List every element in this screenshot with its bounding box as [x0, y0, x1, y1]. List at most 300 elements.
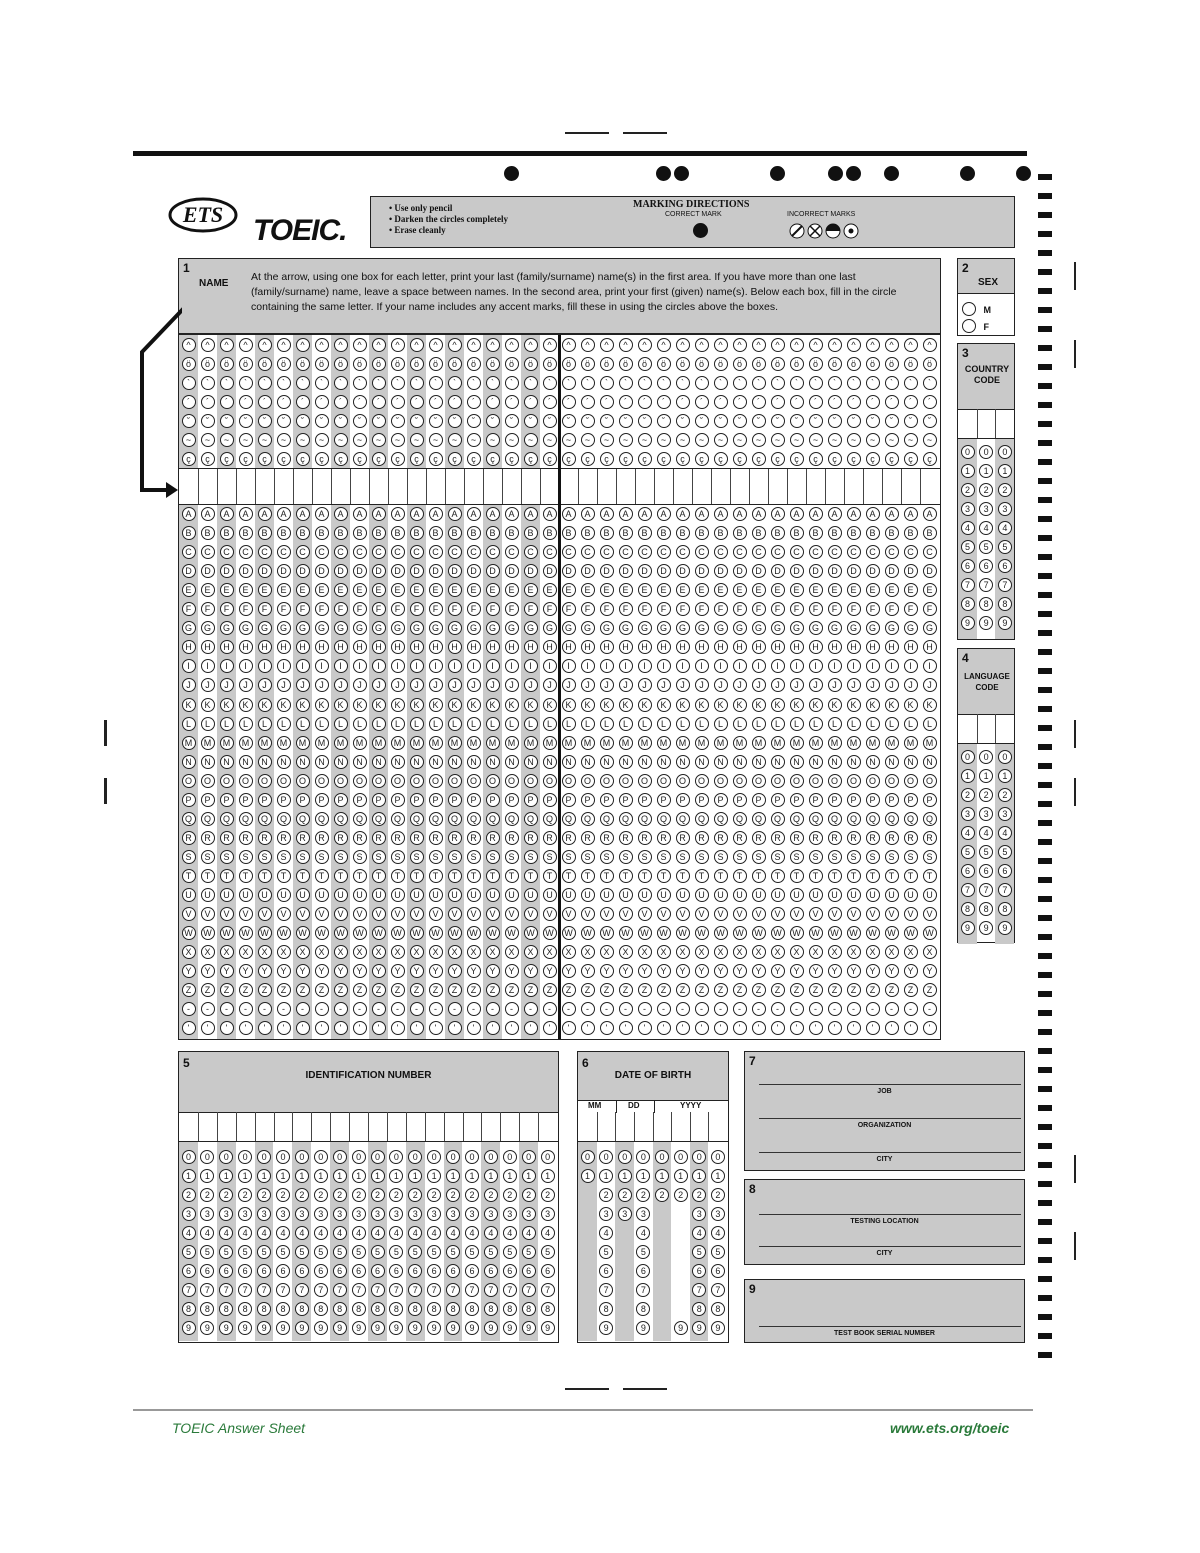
letter-bubble[interactable]: C [429, 545, 443, 559]
digit-bubble[interactable]: 7 [636, 1283, 650, 1297]
letter-bubble[interactable]: L [695, 717, 709, 731]
letter-bubble[interactable]: B [714, 526, 728, 540]
digit-bubble[interactable]: 0 [503, 1150, 517, 1164]
letter-bubble[interactable]: B [334, 526, 348, 540]
digit-bubble[interactable]: 2 [674, 1188, 688, 1202]
digit-bubble[interactable]: 8 [979, 597, 993, 611]
letter-bubble[interactable]: - [353, 1002, 367, 1016]
digit-bubble[interactable]: 0 [581, 1150, 595, 1164]
name-letter-box[interactable] [369, 469, 388, 504]
letter-bubble[interactable]: Y [828, 964, 842, 978]
letter-bubble[interactable]: L [201, 717, 215, 731]
letter-bubble[interactable]: - [581, 1002, 595, 1016]
letter-bubble[interactable]: C [505, 545, 519, 559]
accent-bubble[interactable]: ˘ [809, 414, 823, 428]
accent-bubble[interactable]: ö [733, 357, 747, 371]
letter-bubble[interactable]: G [638, 621, 652, 635]
digit-bubble[interactable]: 2 [503, 1188, 517, 1202]
letter-bubble[interactable]: A [277, 507, 291, 521]
letter-bubble[interactable]: N [182, 755, 196, 769]
letter-bubble[interactable]: F [676, 602, 690, 616]
accent-bubble[interactable]: ` [353, 376, 367, 390]
digit-bubble[interactable]: 2 [371, 1188, 385, 1202]
letter-bubble[interactable]: ' [600, 1021, 614, 1035]
accent-bubble[interactable]: ´ [657, 395, 671, 409]
digit-bubble[interactable]: 9 [182, 1321, 196, 1335]
letter-bubble[interactable]: D [714, 564, 728, 578]
letter-bubble[interactable]: S [866, 850, 880, 864]
letter-bubble[interactable]: R [448, 831, 462, 845]
letter-bubble[interactable]: K [486, 698, 500, 712]
letter-bubble[interactable]: X [695, 945, 709, 959]
letter-bubble[interactable]: L [448, 717, 462, 731]
letter-bubble[interactable]: - [296, 1002, 310, 1016]
letter-bubble[interactable]: N [676, 755, 690, 769]
letter-bubble[interactable]: Q [600, 812, 614, 826]
accent-bubble[interactable]: ´ [714, 395, 728, 409]
letter-bubble[interactable]: H [847, 640, 861, 654]
letter-bubble[interactable]: A [600, 507, 614, 521]
digit-bubble[interactable]: 1 [692, 1169, 706, 1183]
letter-bubble[interactable]: I [429, 659, 443, 673]
digit-bubble[interactable]: 4 [522, 1226, 536, 1240]
letter-bubble[interactable]: V [638, 907, 652, 921]
letter-bubble[interactable]: Z [258, 983, 272, 997]
accent-bubble[interactable]: ~ [296, 433, 310, 447]
letter-bubble[interactable]: Q [201, 812, 215, 826]
letter-bubble[interactable]: K [752, 698, 766, 712]
digit-bubble[interactable]: 2 [599, 1188, 613, 1202]
letter-bubble[interactable]: - [809, 1002, 823, 1016]
accent-bubble[interactable]: ^ [201, 338, 215, 352]
letter-bubble[interactable]: Y [410, 964, 424, 978]
letter-bubble[interactable]: G [676, 621, 690, 635]
digit-bubble[interactable]: 9 [979, 921, 993, 935]
digit-bubble[interactable]: 2 [219, 1188, 233, 1202]
digit-bubble[interactable]: 4 [692, 1226, 706, 1240]
accent-bubble[interactable]: ˘ [904, 414, 918, 428]
letter-bubble[interactable]: - [828, 1002, 842, 1016]
name-letter-box[interactable] [236, 469, 255, 504]
accent-bubble[interactable]: ˘ [695, 414, 709, 428]
digit-bubble[interactable]: 6 [711, 1264, 725, 1278]
letter-bubble[interactable]: Z [695, 983, 709, 997]
digit-bubble[interactable]: 6 [200, 1264, 214, 1278]
letter-bubble[interactable]: U [866, 888, 880, 902]
name-letter-box[interactable] [635, 469, 654, 504]
letter-bubble[interactable]: W [505, 926, 519, 940]
letter-bubble[interactable]: O [714, 774, 728, 788]
letter-bubble[interactable]: U [410, 888, 424, 902]
accent-bubble[interactable]: ç [904, 452, 918, 466]
letter-bubble[interactable]: P [676, 793, 690, 807]
digit-bubble[interactable]: 0 [636, 1150, 650, 1164]
letter-bubble[interactable]: G [866, 621, 880, 635]
accent-bubble[interactable]: ~ [695, 433, 709, 447]
accent-bubble[interactable]: ^ [752, 338, 766, 352]
letter-bubble[interactable]: S [429, 850, 443, 864]
letter-bubble[interactable]: H [657, 640, 671, 654]
letter-bubble[interactable]: - [619, 1002, 633, 1016]
accent-bubble[interactable]: ^ [695, 338, 709, 352]
letter-bubble[interactable]: - [220, 1002, 234, 1016]
letter-bubble[interactable]: T [847, 869, 861, 883]
letter-bubble[interactable]: O [733, 774, 747, 788]
letter-bubble[interactable]: A [220, 507, 234, 521]
letter-bubble[interactable]: W [486, 926, 500, 940]
digit-bubble[interactable]: 6 [998, 559, 1012, 573]
letter-bubble[interactable]: C [657, 545, 671, 559]
letter-bubble[interactable]: X [258, 945, 272, 959]
letter-bubble[interactable]: - [429, 1002, 443, 1016]
letter-bubble[interactable]: K [847, 698, 861, 712]
letter-bubble[interactable]: Z [524, 983, 538, 997]
letter-bubble[interactable]: J [258, 678, 272, 692]
digit-bubble[interactable]: 9 [541, 1321, 555, 1335]
letter-bubble[interactable]: I [372, 659, 386, 673]
letter-bubble[interactable]: A [334, 507, 348, 521]
letter-bubble[interactable]: C [904, 545, 918, 559]
letter-bubble[interactable]: M [467, 736, 481, 750]
letter-bubble[interactable]: V [353, 907, 367, 921]
digit-bubble[interactable]: 4 [961, 521, 975, 535]
letter-bubble[interactable]: E [809, 583, 823, 597]
letter-bubble[interactable]: L [714, 717, 728, 731]
letter-bubble[interactable]: T [543, 869, 557, 883]
letter-bubble[interactable]: W [885, 926, 899, 940]
letter-bubble[interactable]: Q [714, 812, 728, 826]
letter-bubble[interactable]: R [695, 831, 709, 845]
digit-bubble[interactable]: 0 [961, 445, 975, 459]
digit-bubble[interactable]: 3 [636, 1207, 650, 1221]
letter-bubble[interactable]: D [543, 564, 557, 578]
letter-bubble[interactable]: - [315, 1002, 329, 1016]
digit-bubble[interactable]: 3 [618, 1207, 632, 1221]
letter-bubble[interactable]: O [486, 774, 500, 788]
letter-bubble[interactable]: B [733, 526, 747, 540]
letter-bubble[interactable]: N [315, 755, 329, 769]
letter-bubble[interactable]: Y [467, 964, 481, 978]
letter-bubble[interactable]: D [486, 564, 500, 578]
accent-bubble[interactable]: ö [714, 357, 728, 371]
letter-bubble[interactable]: A [866, 507, 880, 521]
letter-bubble[interactable]: ' [486, 1021, 500, 1035]
digit-bubble[interactable]: 1 [998, 769, 1012, 783]
accent-bubble[interactable]: ^ [562, 338, 576, 352]
id-box[interactable] [500, 1112, 519, 1141]
letter-bubble[interactable]: X [600, 945, 614, 959]
accent-bubble[interactable]: ö [486, 357, 500, 371]
letter-bubble[interactable]: Q [429, 812, 443, 826]
letter-bubble[interactable]: Z [562, 983, 576, 997]
letter-bubble[interactable]: F [790, 602, 804, 616]
letter-bubble[interactable]: Y [733, 964, 747, 978]
letter-bubble[interactable]: I [315, 659, 329, 673]
digit-bubble[interactable]: 2 [389, 1188, 403, 1202]
letter-bubble[interactable]: X [429, 945, 443, 959]
letter-bubble[interactable]: ' [752, 1021, 766, 1035]
letter-bubble[interactable]: U [220, 888, 234, 902]
digit-bubble[interactable]: 6 [484, 1264, 498, 1278]
digit-bubble[interactable]: 4 [465, 1226, 479, 1240]
digit-bubble[interactable]: 3 [692, 1207, 706, 1221]
digit-bubble[interactable]: 6 [522, 1264, 536, 1278]
accent-bubble[interactable]: ~ [904, 433, 918, 447]
letter-bubble[interactable]: Q [771, 812, 785, 826]
digit-bubble[interactable]: 6 [503, 1264, 517, 1278]
letter-bubble[interactable]: - [638, 1002, 652, 1016]
letter-bubble[interactable]: D [923, 564, 937, 578]
accent-bubble[interactable]: ´ [847, 395, 861, 409]
dob-box[interactable] [578, 1112, 597, 1141]
digit-bubble[interactable]: 1 [599, 1169, 613, 1183]
digit-bubble[interactable]: 5 [446, 1245, 460, 1259]
accent-bubble[interactable]: ^ [866, 338, 880, 352]
name-letter-box[interactable] [350, 469, 369, 504]
letter-bubble[interactable]: E [619, 583, 633, 597]
letter-bubble[interactable]: L [239, 717, 253, 731]
letter-bubble[interactable]: K [372, 698, 386, 712]
letter-bubble[interactable]: U [619, 888, 633, 902]
letter-bubble[interactable]: T [866, 869, 880, 883]
letter-bubble[interactable]: A [391, 507, 405, 521]
letter-bubble[interactable]: P [847, 793, 861, 807]
digit-bubble[interactable]: 6 [238, 1264, 252, 1278]
letter-bubble[interactable]: B [809, 526, 823, 540]
digit-bubble[interactable]: 0 [389, 1150, 403, 1164]
letter-bubble[interactable]: E [657, 583, 671, 597]
letter-bubble[interactable]: G [733, 621, 747, 635]
name-letter-box[interactable] [597, 469, 616, 504]
letter-bubble[interactable]: R [334, 831, 348, 845]
letter-bubble[interactable]: J [752, 678, 766, 692]
letter-bubble[interactable]: M [220, 736, 234, 750]
letter-bubble[interactable]: T [733, 869, 747, 883]
accent-bubble[interactable]: ^ [448, 338, 462, 352]
accent-bubble[interactable]: ö [695, 357, 709, 371]
accent-bubble[interactable]: ˘ [885, 414, 899, 428]
accent-bubble[interactable]: ˘ [201, 414, 215, 428]
accent-bubble[interactable]: ö [258, 357, 272, 371]
letter-bubble[interactable]: M [885, 736, 899, 750]
digit-bubble[interactable]: 6 [692, 1264, 706, 1278]
id-box[interactable] [217, 1112, 236, 1141]
letter-bubble[interactable]: B [866, 526, 880, 540]
letter-bubble[interactable]: P [866, 793, 880, 807]
letter-bubble[interactable]: I [771, 659, 785, 673]
letter-bubble[interactable]: T [695, 869, 709, 883]
accent-bubble[interactable]: ^ [847, 338, 861, 352]
letter-bubble[interactable]: O [239, 774, 253, 788]
letter-bubble[interactable]: I [885, 659, 899, 673]
letter-bubble[interactable]: M [334, 736, 348, 750]
letter-bubble[interactable]: W [410, 926, 424, 940]
digit-bubble[interactable]: 7 [276, 1283, 290, 1297]
letter-bubble[interactable]: J [182, 678, 196, 692]
letter-bubble[interactable]: F [410, 602, 424, 616]
digit-bubble[interactable]: 7 [200, 1283, 214, 1297]
letter-bubble[interactable]: P [752, 793, 766, 807]
letter-bubble[interactable]: H [676, 640, 690, 654]
letter-bubble[interactable]: H [258, 640, 272, 654]
letter-bubble[interactable]: W [600, 926, 614, 940]
digit-bubble[interactable]: 2 [979, 788, 993, 802]
letter-bubble[interactable]: ' [448, 1021, 462, 1035]
letter-bubble[interactable]: O [372, 774, 386, 788]
letter-bubble[interactable]: U [448, 888, 462, 902]
letter-bubble[interactable]: - [410, 1002, 424, 1016]
letter-bubble[interactable]: M [486, 736, 500, 750]
digit-bubble[interactable]: 6 [427, 1264, 441, 1278]
accent-bubble[interactable]: ç [239, 452, 253, 466]
accent-bubble[interactable]: ~ [828, 433, 842, 447]
accent-bubble[interactable]: ˘ [353, 414, 367, 428]
digit-bubble[interactable]: 8 [599, 1302, 613, 1316]
id-box[interactable] [538, 1112, 557, 1141]
letter-bubble[interactable]: T [809, 869, 823, 883]
letter-bubble[interactable]: G [562, 621, 576, 635]
letter-bubble[interactable]: V [752, 907, 766, 921]
letter-bubble[interactable]: Z [600, 983, 614, 997]
letter-bubble[interactable]: P [467, 793, 481, 807]
letter-bubble[interactable]: M [543, 736, 557, 750]
letter-bubble[interactable]: R [714, 831, 728, 845]
sex-option-m[interactable] [962, 300, 991, 318]
letter-bubble[interactable]: Q [353, 812, 367, 826]
accent-bubble[interactable]: ˘ [467, 414, 481, 428]
accent-bubble[interactable]: ` [239, 376, 253, 390]
digit-bubble[interactable]: 8 [408, 1302, 422, 1316]
letter-bubble[interactable]: W [733, 926, 747, 940]
letter-bubble[interactable]: R [353, 831, 367, 845]
digit-bubble[interactable]: 5 [389, 1245, 403, 1259]
letter-bubble[interactable]: N [600, 755, 614, 769]
letter-bubble[interactable]: Q [790, 812, 804, 826]
accent-bubble[interactable]: ˘ [866, 414, 880, 428]
accent-bubble[interactable]: ~ [562, 433, 576, 447]
letter-bubble[interactable]: A [828, 507, 842, 521]
accent-bubble[interactable]: ~ [752, 433, 766, 447]
letter-bubble[interactable]: P [277, 793, 291, 807]
letter-bubble[interactable]: - [239, 1002, 253, 1016]
digit-bubble[interactable]: 3 [446, 1207, 460, 1221]
letter-bubble[interactable]: F [733, 602, 747, 616]
letter-bubble[interactable]: S [790, 850, 804, 864]
letter-bubble[interactable]: L [372, 717, 386, 731]
digit-bubble[interactable]: 2 [961, 788, 975, 802]
letter-bubble[interactable]: C [315, 545, 329, 559]
accent-bubble[interactable]: ö [505, 357, 519, 371]
digit-bubble[interactable]: 3 [257, 1207, 271, 1221]
letter-bubble[interactable]: E [429, 583, 443, 597]
letter-bubble[interactable]: Y [372, 964, 386, 978]
digit-bubble[interactable]: 3 [541, 1207, 555, 1221]
letter-bubble[interactable]: K [657, 698, 671, 712]
letter-bubble[interactable]: V [258, 907, 272, 921]
letter-bubble[interactable]: F [885, 602, 899, 616]
digit-bubble[interactable]: 6 [182, 1264, 196, 1278]
letter-bubble[interactable]: S [505, 850, 519, 864]
letter-bubble[interactable]: M [429, 736, 443, 750]
letter-bubble[interactable]: G [467, 621, 481, 635]
letter-bubble[interactable]: J [904, 678, 918, 692]
accent-bubble[interactable]: ˘ [277, 414, 291, 428]
letter-bubble[interactable]: X [277, 945, 291, 959]
letter-bubble[interactable]: K [828, 698, 842, 712]
letter-bubble[interactable]: V [866, 907, 880, 921]
letter-bubble[interactable]: U [505, 888, 519, 902]
letter-bubble[interactable]: K [334, 698, 348, 712]
letter-bubble[interactable]: J [467, 678, 481, 692]
digit-bubble[interactable]: 1 [998, 464, 1012, 478]
letter-bubble[interactable]: E [296, 583, 310, 597]
letter-bubble[interactable]: X [353, 945, 367, 959]
letter-bubble[interactable]: E [714, 583, 728, 597]
letter-bubble[interactable]: X [733, 945, 747, 959]
letter-bubble[interactable]: P [410, 793, 424, 807]
letter-bubble[interactable]: ' [657, 1021, 671, 1035]
letter-bubble[interactable]: W [638, 926, 652, 940]
letter-bubble[interactable]: H [752, 640, 766, 654]
accent-bubble[interactable]: ` [467, 376, 481, 390]
digit-bubble[interactable]: 9 [998, 921, 1012, 935]
letter-bubble[interactable]: E [467, 583, 481, 597]
accent-bubble[interactable]: ´ [866, 395, 880, 409]
letter-bubble[interactable]: H [220, 640, 234, 654]
accent-bubble[interactable]: ` [334, 376, 348, 390]
letter-bubble[interactable]: P [391, 793, 405, 807]
digit-bubble[interactable]: 4 [276, 1226, 290, 1240]
digit-bubble[interactable]: 7 [352, 1283, 366, 1297]
letter-bubble[interactable]: D [619, 564, 633, 578]
letter-bubble[interactable]: S [296, 850, 310, 864]
letter-bubble[interactable]: O [847, 774, 861, 788]
accent-bubble[interactable]: ç [391, 452, 405, 466]
letter-bubble[interactable]: W [619, 926, 633, 940]
letter-bubble[interactable]: V [771, 907, 785, 921]
letter-bubble[interactable]: T [771, 869, 785, 883]
accent-bubble[interactable]: ~ [543, 433, 557, 447]
letter-bubble[interactable]: L [923, 717, 937, 731]
letter-bubble[interactable]: W [657, 926, 671, 940]
digit-bubble[interactable]: 1 [219, 1169, 233, 1183]
letter-bubble[interactable]: Y [505, 964, 519, 978]
letter-bubble[interactable]: Z [201, 983, 215, 997]
id-box[interactable] [255, 1112, 274, 1141]
letter-bubble[interactable]: L [771, 717, 785, 731]
letter-bubble[interactable]: Q [562, 812, 576, 826]
letter-bubble[interactable]: O [790, 774, 804, 788]
letter-bubble[interactable]: L [429, 717, 443, 731]
letter-bubble[interactable]: N [334, 755, 348, 769]
letter-bubble[interactable]: S [315, 850, 329, 864]
letter-bubble[interactable]: L [733, 717, 747, 731]
letter-bubble[interactable]: U [467, 888, 481, 902]
letter-bubble[interactable]: S [334, 850, 348, 864]
letter-bubble[interactable]: A [771, 507, 785, 521]
letter-bubble[interactable]: O [657, 774, 671, 788]
letter-bubble[interactable]: H [695, 640, 709, 654]
letter-bubble[interactable]: L [752, 717, 766, 731]
letter-bubble[interactable]: ' [695, 1021, 709, 1035]
digit-bubble[interactable]: 5 [522, 1245, 536, 1259]
digit-bubble[interactable]: 0 [655, 1150, 669, 1164]
letter-bubble[interactable]: O [771, 774, 785, 788]
letter-bubble[interactable]: Q [904, 812, 918, 826]
letter-bubble[interactable]: X [239, 945, 253, 959]
letter-bubble[interactable]: M [752, 736, 766, 750]
digit-bubble[interactable]: 8 [636, 1302, 650, 1316]
